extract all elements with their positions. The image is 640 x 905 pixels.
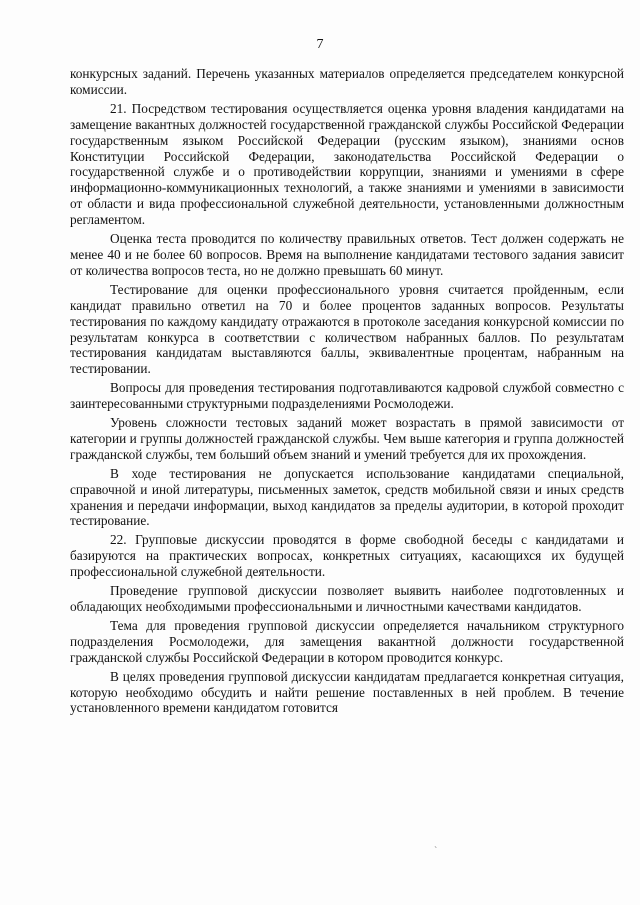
paragraph-test-evaluation: Оценка теста проводится по количеству правильных ответов. Тест должен содержать не менее 40 и не более 60 вопросов. Время на выполнение кандидатами тестового задания зависит от количества вопросов теста, но не должно превышать 60 минут. bbox=[70, 231, 624, 278]
stray-mark: ` bbox=[434, 846, 438, 857]
document-body bbox=[70, 66, 624, 719]
page-number: 7 bbox=[316, 37, 324, 52]
paragraph-discussion-topic: Тема для проведения групповой дискуссии определяется начальником структурного подразделения Росмолодежи, для замещения вакантной должности государственной гражданской службы Российской Федерации в котором проводится конкурс. bbox=[70, 617, 624, 665]
paragraph-item-22: 22. Групповые дискуссии проводятся в форме свободной беседы с кандидатами и базируются на практических вопросах, конкретных ситуациях, касающихся их будущей профессиональной служебной деятельности. bbox=[70, 532, 624, 580]
paragraph-test-questions: Вопросы для проведения тестирования подготавливаются кадровой службой совместно с заинтересованными структурными подразделениями Росмолодежи. bbox=[70, 380, 624, 412]
paragraph-discussion-situation: В целях проведения групповой дискуссии кандидатам предлагается конкретная ситуация, которую необходимо обсудить и найти решение поставленных в ней проблем. В течение установленного времени кандидатом готовится bbox=[70, 668, 624, 716]
paragraph-discussion-purpose: Проведение групповой дискуссии позволяет выявить наиболее подготовленных и обладающих необходимыми профессиональными и личностными качествами кандидатов. bbox=[70, 583, 624, 614]
paragraph-item-21: 21. Посредством тестирования осуществляется оценка уровня владения кандидатами на замещение вакантных должностей государственной гражданской службы Российской Федерации государственным языком Российской Федерации (русским языком), знаниями основ Конституции Российской Федерации, законодательства Российской Федерации о государственной службе и о противодействии коррупции, знаниями и умениями в сфере информационно-коммуникационных технологий, а также знаниями и умениями в зависимости от области и вида профессиональной служебной деятельности, установленными должностным регламентом. bbox=[70, 100, 624, 228]
paragraph-test-passing: Тестирование для оценки профессионального уровня считается пройденным, если кандидат правильно ответил на 70 и более процентов заданных вопросов. Результаты тестирования по каждому кандидату отражаются в протоколе заседания конкурсной комиссии по результатам конкурса в соответствии с количеством набранных баллов. По результатам тестирования кандидатам выставляются баллы, эквивалентные процентам, набранным на тестировании. bbox=[70, 281, 624, 377]
paragraph-test-rules: В ходе тестирования не допускается использование кандидатами специальной, справочной и иной литературы, письменных заметок, средств мобильной связи и иных средств хранения и передачи информации, выход кандидатов за пределы аудитории, в которой проходит тестирование. bbox=[70, 465, 624, 529]
paragraph-continuation: конкурсных заданий. Перечень указанных материалов определяется председателем конкурсной комиссии. bbox=[70, 66, 624, 97]
paragraph-test-difficulty: Уровень сложности тестовых заданий может возрастать в прямой зависимости от категории и группы должностей гражданской службы. Чем выше категория и группа должностей гражданской службы, тем больший объем знаний и умений требуется для их прохождения. bbox=[70, 415, 624, 462]
